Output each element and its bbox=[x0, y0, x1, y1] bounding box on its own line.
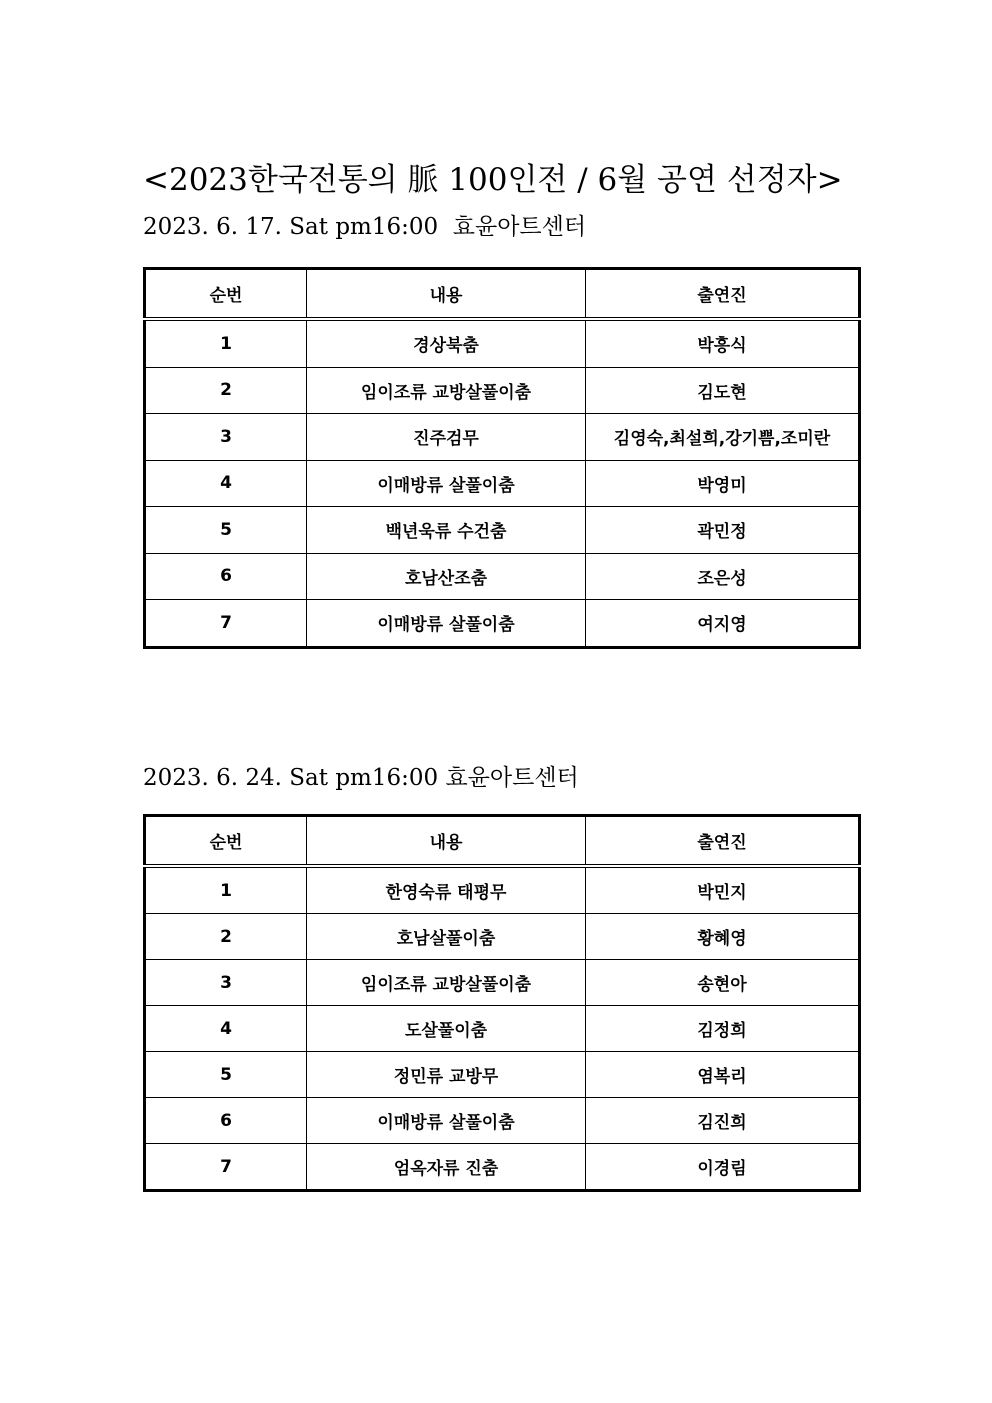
cell-content: 임이조류 교방살풀이춤 bbox=[307, 367, 586, 414]
cell-performer: 김진희 bbox=[586, 1098, 860, 1144]
cell-content: 이매방류 살풀이춤 bbox=[307, 1098, 586, 1144]
cell-performer: 송현아 bbox=[586, 960, 860, 1006]
cell-order: 7 bbox=[145, 1144, 307, 1191]
cell-order: 2 bbox=[145, 367, 307, 414]
cell-content: 도살풀이춤 bbox=[307, 1006, 586, 1052]
cell-order: 5 bbox=[145, 1052, 307, 1098]
cell-performer: 김정희 bbox=[586, 1006, 860, 1052]
table-row bbox=[145, 960, 860, 1006]
session-heading-june-17: 2023. 6. 17. Sat pm16:00 효윤아트센터 bbox=[143, 214, 587, 240]
cell-performer: 조은성 bbox=[586, 553, 860, 600]
header-content: 내용 bbox=[307, 816, 586, 867]
cell-content: 경상북춤 bbox=[307, 319, 586, 367]
cell-order: 1 bbox=[145, 866, 307, 914]
table-header-row bbox=[145, 269, 860, 320]
cell-order: 5 bbox=[145, 507, 307, 554]
cell-performer: 박흥식 bbox=[586, 319, 860, 367]
header-order: 순번 bbox=[145, 269, 307, 320]
cell-order: 1 bbox=[145, 319, 307, 367]
header-performer: 출연진 bbox=[586, 269, 860, 320]
table-row bbox=[145, 600, 860, 648]
table-row bbox=[145, 367, 860, 414]
cell-order: 2 bbox=[145, 914, 307, 960]
cell-performer: 황혜영 bbox=[586, 914, 860, 960]
cell-content: 정민류 교방무 bbox=[307, 1052, 586, 1098]
table-row bbox=[145, 1006, 860, 1052]
cell-order: 4 bbox=[145, 460, 307, 507]
cell-performer: 김영숙,최설희,강기쁨,조미란 bbox=[586, 414, 860, 461]
cell-order: 4 bbox=[145, 1006, 307, 1052]
cell-order: 7 bbox=[145, 600, 307, 648]
cell-performer: 염복리 bbox=[586, 1052, 860, 1098]
table-header-row bbox=[145, 816, 860, 867]
cell-content: 임이조류 교방살풀이춤 bbox=[307, 960, 586, 1006]
header-content: 내용 bbox=[307, 269, 586, 320]
cell-content: 진주검무 bbox=[307, 414, 586, 461]
cell-order: 3 bbox=[145, 414, 307, 461]
cell-order: 6 bbox=[145, 553, 307, 600]
program-table-june-24 bbox=[143, 814, 861, 1192]
program-table-june-17 bbox=[143, 267, 861, 649]
table-row bbox=[145, 866, 860, 914]
cell-performer: 김도현 bbox=[586, 367, 860, 414]
cell-content: 한영숙류 태평무 bbox=[307, 866, 586, 914]
cell-content: 이매방류 살풀이춤 bbox=[307, 460, 586, 507]
cell-performer: 박민지 bbox=[586, 866, 860, 914]
table-row bbox=[145, 914, 860, 960]
table-row bbox=[145, 1098, 860, 1144]
cell-performer: 이경림 bbox=[586, 1144, 860, 1191]
table-row bbox=[145, 460, 860, 507]
cell-performer: 박영미 bbox=[586, 460, 860, 507]
header-order: 순번 bbox=[145, 816, 307, 867]
cell-performer: 여지영 bbox=[586, 600, 860, 648]
table-row bbox=[145, 1144, 860, 1191]
cell-content: 호남산조춤 bbox=[307, 553, 586, 600]
session-heading-june-24: 2023. 6. 24. Sat pm16:00 효윤아트센터 bbox=[143, 765, 579, 791]
table-row bbox=[145, 414, 860, 461]
cell-content: 이매방류 살풀이춤 bbox=[307, 600, 586, 648]
cell-content: 백년욱류 수건춤 bbox=[307, 507, 586, 554]
table-row bbox=[145, 507, 860, 554]
table-row bbox=[145, 319, 860, 367]
cell-order: 6 bbox=[145, 1098, 307, 1144]
cell-content: 호남살풀이춤 bbox=[307, 914, 586, 960]
table-row bbox=[145, 1052, 860, 1098]
cell-content: 엄옥자류 진춤 bbox=[307, 1144, 586, 1191]
document-title: <2023한국전통의 脈 100인전 / 6월 공연 선정자> bbox=[143, 162, 843, 198]
cell-order: 3 bbox=[145, 960, 307, 1006]
table-row bbox=[145, 553, 860, 600]
header-performer: 출연진 bbox=[586, 816, 860, 867]
cell-performer: 곽민정 bbox=[586, 507, 860, 554]
